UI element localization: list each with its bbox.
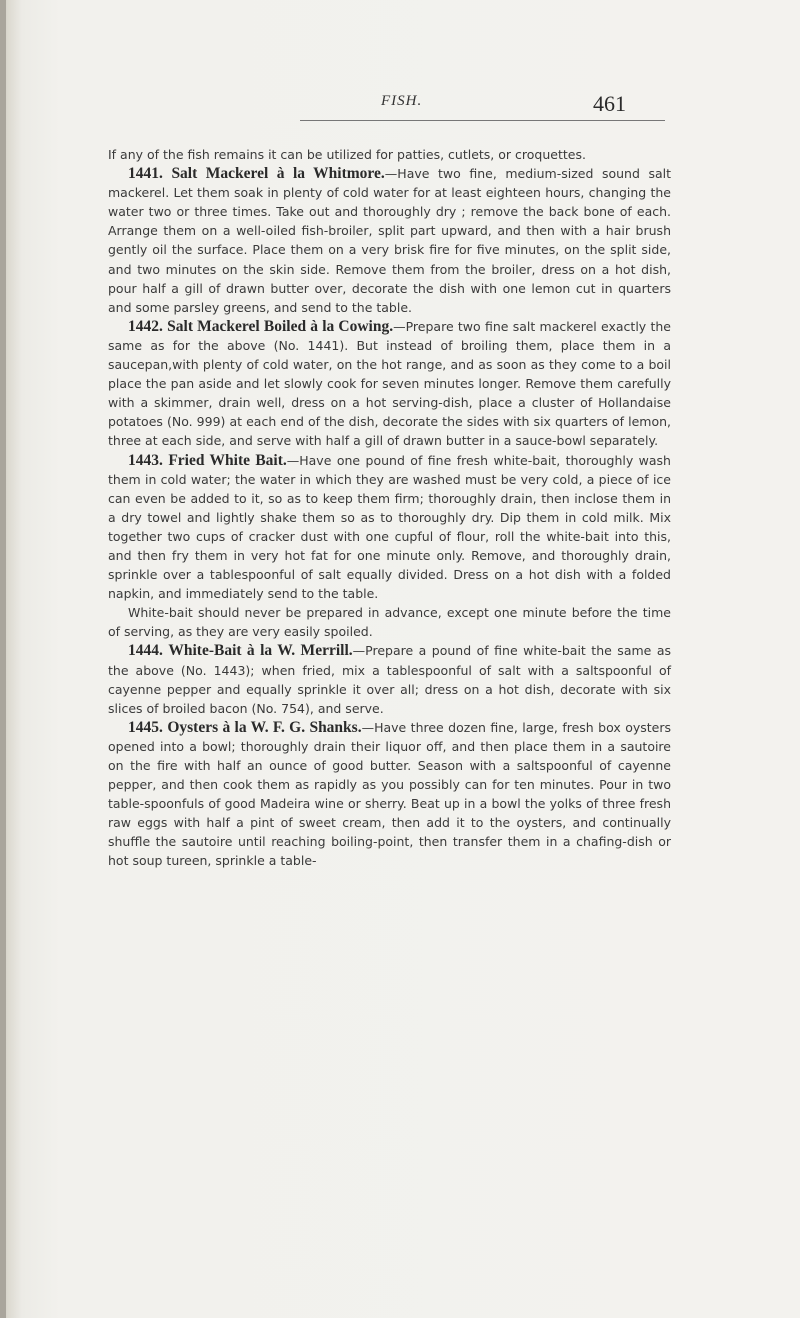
recipe-1445 xyxy=(108,718,671,871)
recipe-title: White-Bait à la W. Merrill. xyxy=(168,642,353,660)
recipe-text: —Have three dozen fine, large, fresh box oysters opened into a bowl; thoroughly drain their liquor off, and then place them in a sautoire on the fire with half an ounce of good butter. Season with a saltspoonful of cayenne pepper, and then cook them as rapidly as you possibly can for ten minutes. Pour in two table-spoonfuls of good Madeira wine or sherry. Beat up in a bowl the yolks of three fresh raw eggs with half a pint of sweet cream, then add it to the oysters, and continually shuffle the sautoire until reaching boiling-point, then transfer them in a chafing-dish or hot soup tureen, sprinkle a table- xyxy=(108,719,671,869)
recipe-number: 1445. xyxy=(128,718,163,736)
recipe-number: 1443. xyxy=(128,451,163,469)
header-rule xyxy=(300,120,665,121)
recipe-1442 xyxy=(108,317,671,451)
recipe-title: Salt Mackerel à la Whitmore. xyxy=(171,165,385,183)
note-text: White-bait should never be prepared in advance, except one minute before the time of serving, as they are very easily spoiled. xyxy=(108,605,671,640)
recipe-number: 1444. xyxy=(128,642,163,660)
running-title: FISH. xyxy=(381,93,423,109)
recipe-1443 xyxy=(108,451,671,604)
recipe-number: 1441. xyxy=(128,165,163,183)
recipe-text: —Have one pound of fine fresh white-bait, thoroughly wash them in cold water; the water in which they are washed must be very cold, a piece of ice can even be added to it, so as to keep them firm; thoroughly drain, then inclose them in a dry towel and lightly shake them so as to thoroughly dry. Dip them in cold milk. Mix together two cups of cracker dust with one cupful of flour, roll the white-bait into this, and then fry them in very hot fat for one minute only. Remove, and thoroughly drain, sprinkle over a tablespoonful of salt equally divided. Dress on a hot dish with a folded napkin, and immediately send to the table. xyxy=(108,452,671,602)
page-header xyxy=(300,91,660,125)
recipe-title: Fried White Bait. xyxy=(168,451,287,469)
recipe-title: Salt Mackerel Boiled à la Cowing. xyxy=(167,317,394,335)
book-spine-shadow xyxy=(0,0,6,1318)
intro-paragraph: If any of the fish remains it can be utilized for patties, cutlets, or croquettes. xyxy=(108,147,586,162)
white-bait-note xyxy=(108,603,671,641)
recipe-number: 1442. xyxy=(128,317,163,335)
page-number: 461 xyxy=(593,91,626,116)
page-body xyxy=(108,145,671,871)
recipe-text: —Prepare two fine salt mackerel exactly the same as for the above (No. 1441). But instead of broiling them, place them in a saucepan,with plenty of cold water, on the hot range, and as soon as they come to a boil place the pan aside and let slowly cook for seven minutes longer. Remove them carefully with a skimmer, drain well, dress on a hot serving-dish, place a cluster of Hollandaise potatoes (No. 999) at each end of the dish, decorate the sides with six quarters of lemon, three at each side, and serve with half a gill of drawn butter in a sauce-bowl separately. xyxy=(108,318,671,449)
recipe-1444 xyxy=(108,641,671,717)
recipe-text: —Prepare a pound of fine white-bait the same as the above (No. 1443); when fried, mix a tablespoonful of salt with a saltspoonful of cayenne pepper and equally sprinkle it over all; dress on a hot dish, decorate with six slices of broiled bacon (No. 754), and serve. xyxy=(108,643,671,716)
recipe-1441 xyxy=(108,164,671,317)
recipe-text: —Have two fine, medium-sized sound salt mackerel. Let them soak in plenty of cold water for at least eighteen hours, changing the water two or three times. Take out and thoroughly dry ; remove the back bone of each. Arrange them on a well-oiled fish-broiler, split part upward, and then with a hair brush gently oil the surface. Place them on a very brisk fire for five minutes, on the split side, and two minutes on the skin side. Remove them from the broiler, dress on a hot dish, pour half a gill of drawn butter over, decorate the dish with one lemon cut in quarters and some parsley greens, and send to the table. xyxy=(108,166,671,315)
recipe-title: Oysters à la W. F. G. Shanks. xyxy=(167,718,362,736)
